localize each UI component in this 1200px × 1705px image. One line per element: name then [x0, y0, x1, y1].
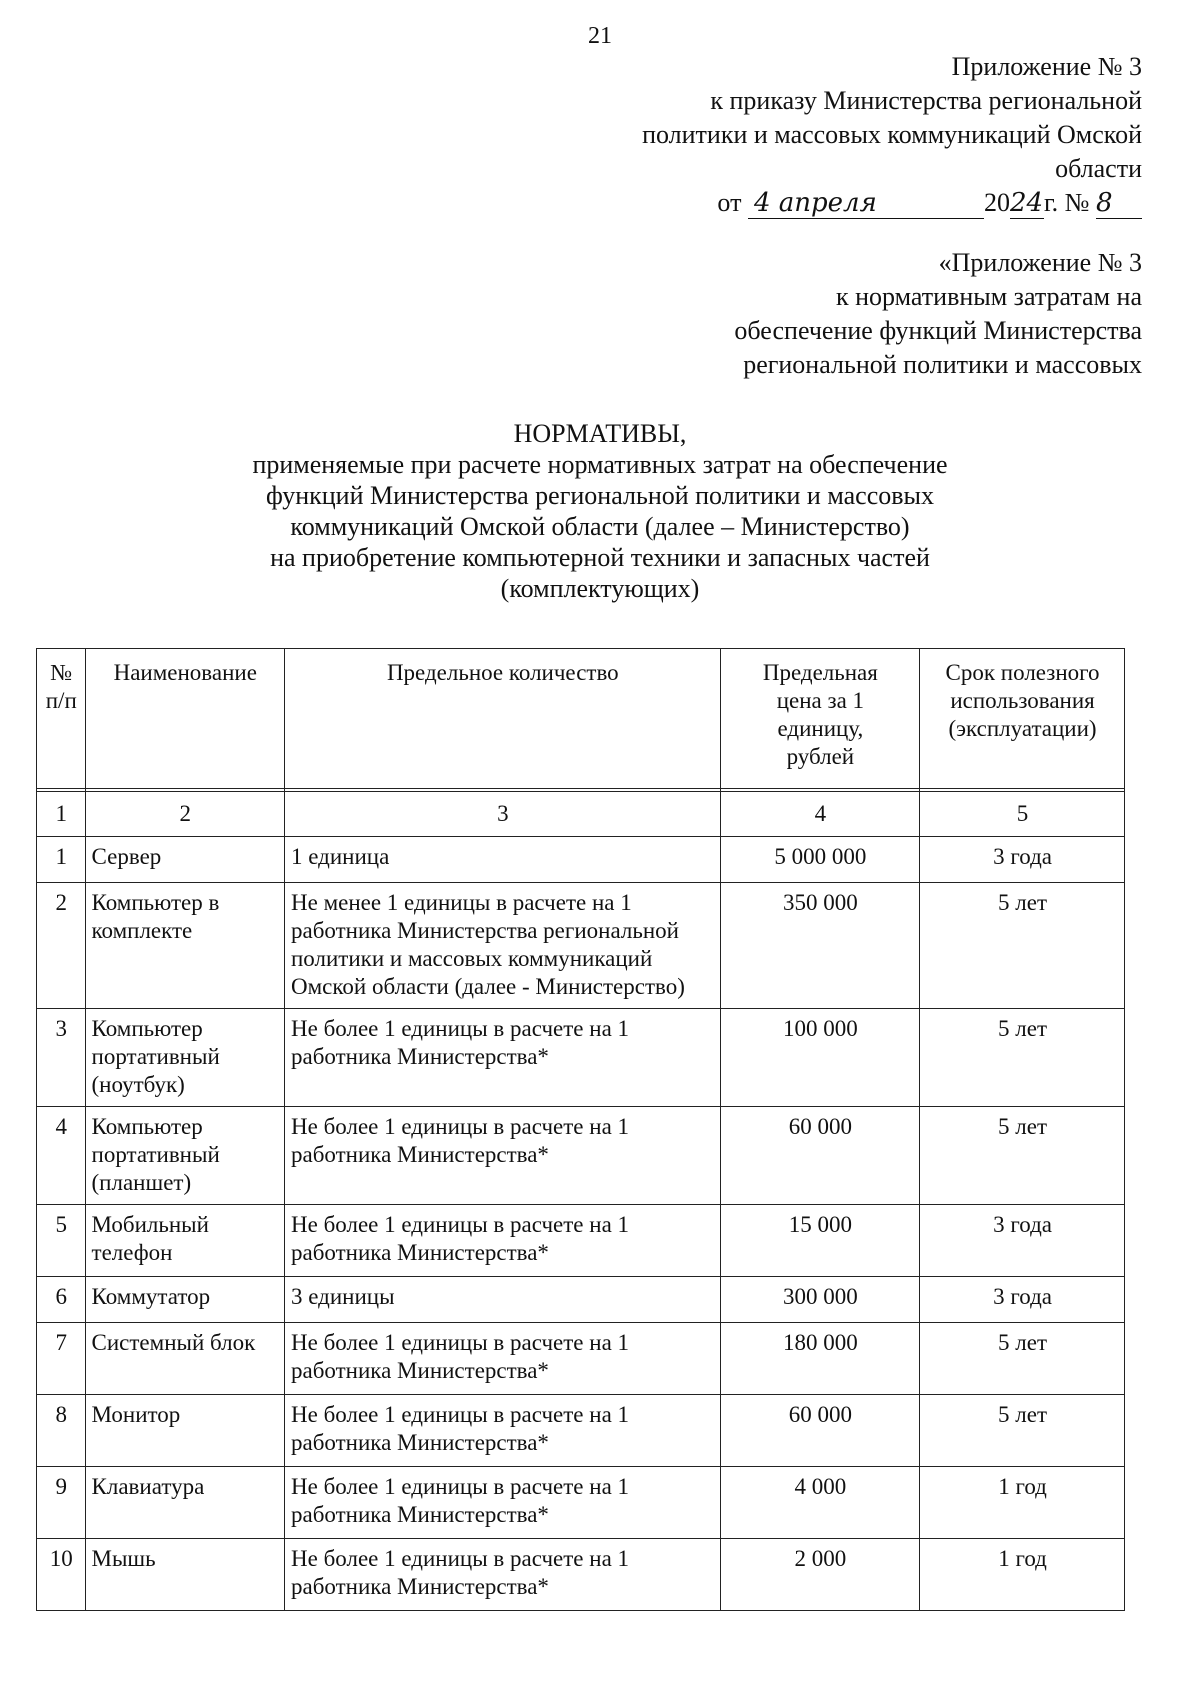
header-qty: Предельное количество [285, 649, 721, 789]
row-quantity-line: Не более 1 единицы в расчете на 1 [291, 1474, 630, 1499]
header-line: политики и массовых коммуникаций Омской [642, 120, 1142, 149]
row-number-cell: 10 [37, 1539, 86, 1611]
row-quantity-line: Не более 1 единицы в расчете на 1 [291, 1330, 630, 1355]
column-number: 1 [37, 792, 86, 837]
row-number-cell: 4 [37, 1107, 86, 1205]
row-price-cell: 2 000 [720, 1539, 919, 1611]
table-row [37, 1539, 1125, 1611]
row-name-line: (планшет) [91, 1170, 192, 1195]
year-prefix: 20 [983, 188, 1010, 217]
row-name-line: телефон [91, 1240, 173, 1265]
header-num [37, 649, 86, 789]
row-term-cell: 1 год [920, 1539, 1125, 1611]
row-name-cell [85, 1395, 284, 1467]
header-price-line: рублей [786, 744, 855, 769]
row-quantity-line: работника Министерства* [291, 1430, 549, 1455]
title-line: (комплектующих) [500, 574, 700, 603]
row-quantity-cell [285, 1009, 721, 1107]
row-quantity-line: работника Министерства* [291, 1502, 549, 1527]
row-price-cell: 100 000 [720, 1009, 919, 1107]
row-number-cell: 3 [37, 1009, 86, 1107]
row-number-cell: 9 [37, 1467, 86, 1539]
row-term-cell: 5 лет [920, 1323, 1125, 1395]
header-num-line: № [50, 660, 73, 685]
row-name-line: Коммутатор [91, 1284, 211, 1309]
row-quantity-line: работника Министерства* [291, 1142, 549, 1167]
row-price-cell: 5 000 000 [720, 837, 919, 883]
row-quantity-cell [285, 1323, 721, 1395]
row-term-cell: 3 года [920, 1277, 1125, 1323]
document-title [0, 418, 1200, 604]
row-name-cell [85, 1009, 284, 1107]
table-row [37, 837, 1125, 883]
title-line: на приобретение компьютерной техники и запасных частей [270, 543, 930, 572]
annex-line: обеспечение функций Министерства [734, 316, 1142, 345]
header-name: Наименование [85, 649, 284, 789]
row-name-cell [85, 837, 284, 883]
header-price-line: единицу, [777, 716, 864, 741]
row-name-line: Компьютер [91, 1114, 203, 1139]
title-line: коммуникаций Омской области (далее – Министерство) [290, 512, 910, 541]
order-header [502, 50, 1142, 220]
header-price-line: Предельная [762, 660, 878, 685]
page-number: 21 [588, 23, 612, 49]
row-name-line: портативный [91, 1044, 220, 1069]
row-price-cell: 15 000 [720, 1205, 919, 1277]
row-name-line: Мобильный [91, 1212, 209, 1237]
row-number-cell: 1 [37, 837, 86, 883]
row-price-cell: 4 000 [720, 1467, 919, 1539]
table-row [37, 1009, 1125, 1107]
row-number-cell: 6 [37, 1277, 86, 1323]
row-quantity-cell [285, 837, 721, 883]
row-term-cell: 5 лет [920, 883, 1125, 1009]
row-number-cell: 2 [37, 883, 86, 1009]
table-row [37, 1205, 1125, 1277]
header-line: Приложение № 3 [951, 52, 1142, 81]
table-row [37, 1395, 1125, 1467]
header-term [920, 649, 1125, 789]
row-quantity-cell [285, 883, 721, 1009]
row-term-cell: 5 лет [920, 1009, 1125, 1107]
row-number-cell: 8 [37, 1395, 86, 1467]
row-name-cell [85, 1323, 284, 1395]
row-term-cell: 3 года [920, 1205, 1125, 1277]
row-quantity-line: Не менее 1 единицы в расчете на 1 [291, 890, 632, 915]
handwritten-order-number: 8 [1096, 188, 1142, 219]
annex-line: к нормативным затратам на [836, 282, 1142, 311]
row-quantity-cell [285, 1467, 721, 1539]
row-name-line: (ноутбук) [91, 1072, 185, 1097]
row-quantity-line: работника Министерства* [291, 1574, 549, 1599]
row-term-cell: 3 года [920, 837, 1125, 883]
row-quantity-line: работника Министерства* [291, 1240, 549, 1265]
row-number-cell: 7 [37, 1323, 86, 1395]
table-row [37, 1467, 1125, 1539]
row-quantity-line: 3 единицы [291, 1284, 395, 1309]
row-price-cell: 350 000 [720, 883, 919, 1009]
row-name-cell [85, 1467, 284, 1539]
table-row [37, 1323, 1125, 1395]
row-quantity-line: Не более 1 единицы в расчете на 1 [291, 1114, 630, 1139]
row-name-line: комплекте [91, 918, 193, 943]
row-name-cell [85, 1539, 284, 1611]
row-name-line: Монитор [91, 1402, 181, 1427]
row-name-cell [85, 1277, 284, 1323]
row-quantity-line: работника Министерства региональной [291, 918, 679, 943]
table-row [37, 1277, 1125, 1323]
table-row [37, 883, 1125, 1009]
header-price-line: цена за 1 [776, 688, 865, 713]
row-name-line: Сервер [91, 844, 162, 869]
order-date-line [502, 186, 1142, 220]
row-name-line: Компьютер [91, 1016, 203, 1041]
row-term-cell: 5 лет [920, 1107, 1125, 1205]
header-num-line: п/п [45, 688, 77, 713]
row-name-line: Клавиатура [91, 1474, 205, 1499]
row-name-line: Системный блок [91, 1330, 256, 1355]
annex-header [502, 246, 1142, 382]
row-name-line: Компьютер в [91, 890, 220, 915]
row-price-cell: 180 000 [720, 1323, 919, 1395]
row-quantity-line: работника Министерства* [291, 1044, 549, 1069]
row-quantity-line: Не более 1 единицы в расчете на 1 [291, 1016, 630, 1041]
column-number: 4 [720, 792, 919, 837]
row-quantity-line: 1 единица [291, 844, 390, 869]
column-number: 2 [85, 792, 284, 837]
row-quantity-line: Не более 1 единицы в расчете на 1 [291, 1212, 630, 1237]
table-body [37, 789, 1125, 1611]
date-prefix: от [717, 188, 742, 217]
row-price-cell: 60 000 [720, 1107, 919, 1205]
annex-line: «Приложение № 3 [938, 248, 1142, 277]
handwritten-date: 4 апреля [748, 188, 984, 219]
header-term-line: Срок полезного [945, 660, 1100, 685]
annex-line: региональной политики и массовых [743, 350, 1142, 379]
row-price-cell: 300 000 [720, 1277, 919, 1323]
column-number: 5 [920, 792, 1125, 837]
row-quantity-cell [285, 1107, 721, 1205]
row-term-cell: 1 год [920, 1467, 1125, 1539]
row-number-cell: 5 [37, 1205, 86, 1277]
row-name-line: портативный [91, 1142, 220, 1167]
row-quantity-line: Не более 1 единицы в расчете на 1 [291, 1546, 630, 1571]
title-line: применяемые при расчете нормативных затрат на обеспечение [252, 450, 948, 479]
row-name-cell [85, 1205, 284, 1277]
year-suffix: г. № [1043, 188, 1090, 217]
header-term-line: использования [950, 688, 1095, 713]
row-quantity-line: политики и массовых коммуникаций [291, 946, 653, 971]
title-main: НОРМАТИВЫ, [513, 419, 687, 448]
header-line: к приказу Министерства региональной [710, 86, 1142, 115]
row-name-cell [85, 1107, 284, 1205]
title-line: функций Министерства региональной политики и массовых [266, 481, 934, 510]
column-number-row [37, 792, 1125, 837]
table-header-row [37, 649, 1125, 789]
norms-table [36, 648, 1125, 1611]
row-quantity-cell [285, 1277, 721, 1323]
column-number: 3 [285, 792, 721, 837]
header-term-line: (эксплуатации) [948, 716, 1097, 741]
row-quantity-cell [285, 1395, 721, 1467]
row-name-cell [85, 883, 284, 1009]
row-price-cell: 60 000 [720, 1395, 919, 1467]
row-quantity-line: Не более 1 единицы в расчете на 1 [291, 1402, 630, 1427]
header-price [720, 649, 919, 789]
header-line: области [1055, 154, 1142, 183]
row-quantity-cell [285, 1539, 721, 1611]
row-quantity-line: работника Министерства* [291, 1358, 549, 1383]
row-name-line: Мышь [91, 1546, 156, 1571]
row-quantity-line: Омской области (далее - Министерство) [291, 974, 685, 999]
row-term-cell: 5 лет [920, 1395, 1125, 1467]
row-quantity-cell [285, 1205, 721, 1277]
handwritten-year: 24 [1009, 188, 1044, 218]
table-row [37, 1107, 1125, 1205]
